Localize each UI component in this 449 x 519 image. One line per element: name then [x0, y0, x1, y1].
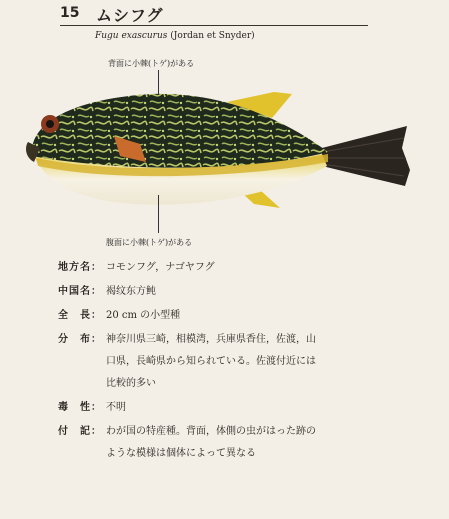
authority: (Jordan et Snyder): [170, 31, 255, 41]
scientific-name: [95, 31, 255, 41]
pufferfish-illustration: [22, 78, 417, 228]
info-value: 褐纹东方鲀: [106, 286, 156, 297]
info-label: 中国名：: [58, 286, 102, 297]
fish-pupil: [46, 120, 54, 128]
species-title: ムシフグ: [96, 6, 164, 25]
info-value: コモンフグ，ナゴヤフグ: [106, 262, 215, 273]
species-header: [60, 3, 370, 27]
info-label: 毒 性：: [58, 402, 102, 413]
info-label: 地方名：: [58, 262, 102, 273]
tail-fin: [322, 126, 410, 186]
header-rule: [60, 25, 368, 26]
info-label: 付 記：: [58, 426, 102, 437]
ventral-pointer-line: [158, 195, 159, 233]
ventral-annotation: 腹面に小棘(トゲ)がある: [106, 238, 193, 247]
binomial-name: Fugu exascurus: [95, 31, 168, 41]
info-value-line: 口県，長崎県から知られている。佐渡付近には: [106, 356, 316, 367]
info-value-line: 比較的多い: [106, 378, 156, 389]
info-label: 全 長：: [58, 310, 102, 321]
info-value: 不明: [106, 402, 126, 413]
info-value: 20 cm の小型種: [106, 310, 181, 321]
species-number: 15: [60, 5, 80, 21]
info-label: 分 布：: [58, 334, 102, 345]
info-value-line: ような模様は個体によって異なる: [106, 448, 256, 459]
fish-back: [32, 94, 328, 168]
info-value-line: わが国の特産種。背面，体側の虫がはった跡の: [106, 426, 316, 437]
info-value-line: 神奈川県三崎，相模湾，兵庫県香住，佐渡，山: [106, 334, 316, 345]
dorsal-annotation: 背面に小棘(トゲ)がある: [108, 59, 195, 68]
